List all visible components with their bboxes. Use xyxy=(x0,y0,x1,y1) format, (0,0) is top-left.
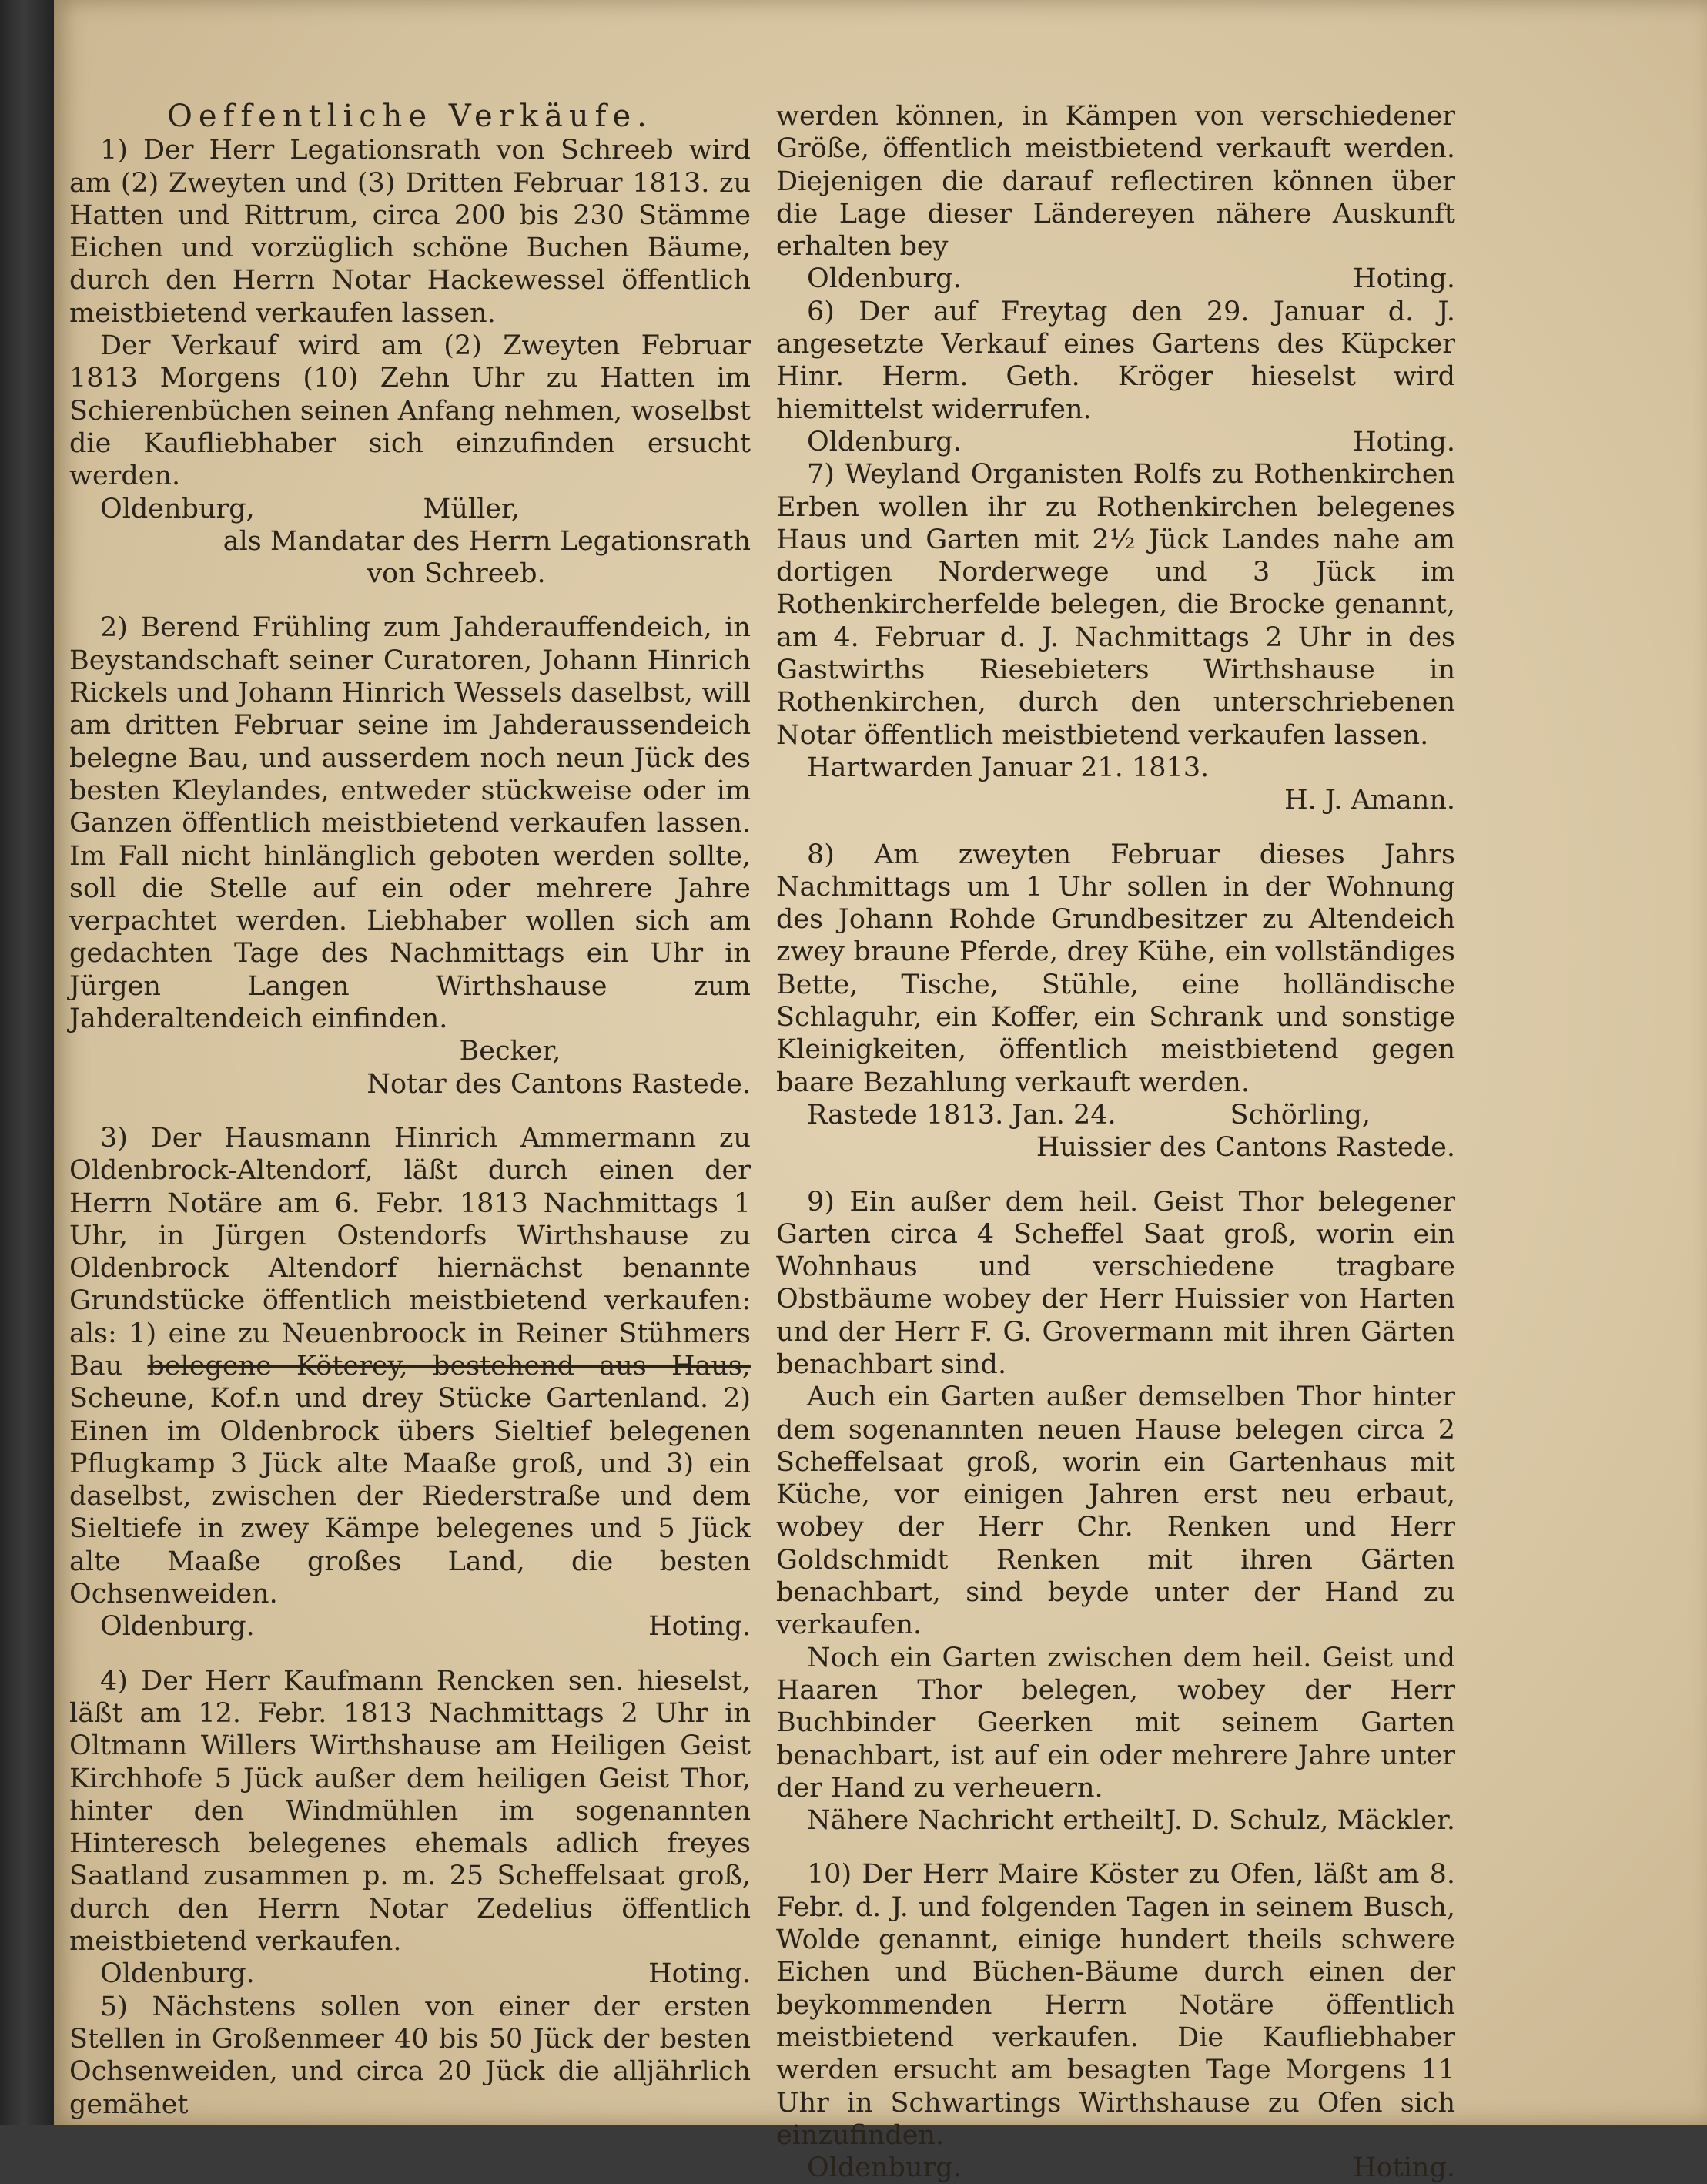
spacer xyxy=(776,817,1455,839)
notice-3-struck-text: belegene Köterey, bestehend aus Haus, xyxy=(147,1350,751,1382)
spacer xyxy=(776,1837,1455,1858)
notice-2 xyxy=(69,611,751,1100)
notice-7 xyxy=(776,458,1455,816)
notice-1 xyxy=(69,134,751,590)
notice-1-role: als Mandatar des Herrn Legationsrath xyxy=(223,525,751,557)
notice-9-text: 9) Ein außer dem heil. Geist Thor belegener Garten circa 4 Scheffel Saat groß, worin ein Wohnhaus und verschiedene tragbare Obstbäume wobey der Herr Huissier von Harten und der Herr F. G. Grovermann mit ihren Gärten benachbart sind. xyxy=(776,1186,1455,1380)
notice-4 xyxy=(69,1665,751,1991)
notice-10-place: Oldenburg. xyxy=(807,2152,962,2184)
notice-6 xyxy=(776,296,1455,458)
notice-3-place: Oldenburg. xyxy=(100,1611,255,1643)
book-binding-edge xyxy=(0,0,60,2125)
notice-2-text: 2) Berend Frühling zum Jahderauffendeich, in Beystandschaft seiner Curatoren, Johann Hinrich Rickels und Johann Hinrich Wessels daselbst, will am dritten Februar seine im Jahderaussendeich belegne Bau, und ausserdem noch neun Jück des besten Kleylandes, entweder stückweise oder im Ganzen öffentlich meistbietend verkaufen lassen. Im Fall nicht hinlänglich geboten werden sollte, soll die Stelle auf ein oder mehrere Jahre verpachtet werden. Liebhaber wollen sich am gedachten Tage des Nachmittags ein Uhr in Jürgen Langen Wirthshause zum Jahderaltendeich einfinden. xyxy=(69,612,751,1035)
notice-8-signer: Schörling, xyxy=(1230,1099,1371,1131)
notice-2-role: Notar des Cantons Rastede. xyxy=(367,1068,751,1100)
notice-6-place: Oldenburg. xyxy=(807,426,962,457)
notice-1-place: Oldenburg, xyxy=(100,493,255,524)
notice-3-text-part-2: Scheune, Kof.n und drey Stücke Gartenland. 2) Einen im Oldenbrock übers Sieltief belegenen Pflugkamp 3 Jück alte Maaße groß, und 3) ein daselbst, zwischen der Riederstraße und dem Sieltiefe in zwey Kämpe belegenes und 5 Jück alte Maaße großes Land, die besten Ochsenweiden. xyxy=(69,1383,751,1610)
notice-3 xyxy=(69,1122,751,1643)
notice-4-signature-row xyxy=(69,1958,751,1990)
notice-6-signer: Hoting. xyxy=(1353,426,1455,457)
notice-8-signature-row xyxy=(776,1099,1455,1131)
notice-10 xyxy=(776,1858,1455,2184)
notice-8-text: 8) Am zweyten Februar dieses Jahrs Nachmittags um 1 Uhr sollen in der Wohnung des Johann Rohde Grundbesitzer zu Altendeich zwey braune Pferde, drey Kühe, ein vollständiges Bette, Tische, Stühle, eine holländische Schlaguhr, ein Koffer, ein Schrank und sonstige Kleinigkeiten, öffentlich meistbietend gegen baare Bezahlung verkauft werden. xyxy=(776,839,1455,1098)
notice-1-signature-row xyxy=(69,493,751,525)
notice-9-signer: J. D. Schulz, Mäckler. xyxy=(1165,1805,1455,1837)
notice-5-signature-row xyxy=(776,263,1455,295)
notice-8-place: Rastede 1813. Jan. 24. xyxy=(807,1099,1116,1131)
notice-7-signer: H. J. Amann. xyxy=(1284,785,1455,816)
spacer xyxy=(69,1643,751,1665)
notice-2-signer: Becker, xyxy=(459,1036,561,1067)
notice-9-text-2: Auch ein Garten außer demselben Thor hinter dem sogenannten neuen Hause belegen circa 2 Scheffelsaat groß, worin ein Gartenhaus mit Küche, vor einigen Jahren erst neu erbaut, wobey der Herr Chr. Renken und Herr Goldschmidt Renken mit ihren Gärten benachbart, sind beyde unter der Hand zu verkaufen. xyxy=(776,1382,1455,1641)
notice-9-text-3: Noch ein Garten zwischen dem heil. Geist und Haaren Thor belegen, wobey der Herr Buchbinder Geerken mit seinem Garten benachbart, ist auf ein oder mehrere Jahre unter der Hand zu verheuern. xyxy=(776,1642,1455,1804)
notice-1-text: 1) Der Herr Legationsrath von Schreeb wird am (2) Zweyten und (3) Dritten Februar 1813. zu Hatten und Rittrum, circa 200 bis 230 Stämme Eichen und vorzüglich schöne Buchen Bäume, durch den Herrn Notar Hackewessel öffentlich meistbietend verkaufen lassen. xyxy=(69,135,751,329)
newspaper-page xyxy=(54,0,1707,2184)
notice-1-text-2: Der Verkauf wird am (2) Zweyten Februar 1813 Morgens (10) Zehn Uhr zu Hatten im Schierenbüchen seinen Anfang nehmen, woselbst die Kaufliebhaber sich einzufinden ersucht werden. xyxy=(69,330,751,492)
notice-10-signature-row xyxy=(776,2152,1455,2184)
notice-4-signer: Hoting. xyxy=(648,1958,751,1990)
notice-9-last-line: Nähere Nachricht ertheilt xyxy=(807,1805,1164,1837)
notice-8-role: Huissier des Cantons Rastede. xyxy=(1036,1132,1455,1164)
notice-9-signature-row xyxy=(776,1804,1455,1837)
notice-8 xyxy=(776,839,1455,1164)
notice-5-signer: Hoting. xyxy=(1353,263,1455,295)
spacer xyxy=(776,1164,1455,1186)
section-heading: Oeffentliche Verkäufe. xyxy=(167,99,653,134)
notice-5-continued xyxy=(776,100,1455,296)
spacer xyxy=(69,590,751,611)
spacer xyxy=(69,1100,751,1122)
notice-5-place: Oldenburg. xyxy=(807,263,962,295)
notice-3-text xyxy=(69,1122,751,1610)
notice-3-signer: Hoting. xyxy=(648,1611,751,1643)
notice-1-role-2: von Schreeb. xyxy=(367,558,546,590)
notice-5-text: 5) Nächstens sollen von einer der ersten Stellen in Großenmeer 40 bis 50 Jück der besten Ochsenweiden, und circa 20 Jück die alljährlich gemähet xyxy=(69,1991,751,2120)
notice-3-text-part: 3) Der Hausmann Hinrich Ammermann zu Oldenbrock-Altendorf, läßt durch einen der Herrn Notäre am 6. Febr. 1813 Nachmittags 1 Uhr, in Jürgen Ostendorfs Wirthshause zu Oldenbrock Altendorf hiernächst benannte Grundstücke öffentlich meistbietend verkaufen: als: 1) eine zu Neuenbroock in Reiner Stühmers Bau xyxy=(69,1122,751,1382)
left-column xyxy=(69,100,751,2121)
notice-5-text-continued: werden können, in Kämpen von verschiedener Größe, öffentlich meistbietend verkauft werden. Diejenigen die darauf reflectiren können über die Lage dieser Ländereyen nähere Auskunft erhalten bey xyxy=(776,101,1455,263)
notice-4-place: Oldenburg. xyxy=(100,1958,255,1990)
notice-3-signature-row xyxy=(69,1610,751,1643)
notice-7-place: Hartwarden Januar 21. 1813. xyxy=(807,752,1210,783)
notice-10-signer: Hoting. xyxy=(1353,2152,1455,2184)
notice-9 xyxy=(776,1186,1455,1837)
right-column xyxy=(776,100,1455,2184)
notice-4-text: 4) Der Herr Kaufmann Rencken sen. hieselst, läßt am 12. Febr. 1813 Nachmittags 2 Uhr in Oltmann Willers Wirthshause am Heiligen Geist Kirchhofe 5 Jück außer dem heiligen Geist Thor, hinter den Windmühlen im sogenannten Hinteresch belegenes ehemals adlich freyes Saatland zusammen p. m. 25 Scheffelsaat groß, durch den Herrn Notar Zedelius öffentlich meistbietend verkaufen. xyxy=(69,1665,751,1958)
notice-6-signature-row xyxy=(776,426,1455,458)
notice-7-text: 7) Weyland Organisten Rolfs zu Rothenkirchen Erben wollen ihr zu Rothenkirchen belegenes Haus und Garten mit 2½ Jück Landes nahe am dortigen Norderwege und 3 Jück im Rothenkircherfelde belegen, die Brocke genannt, am 4. Februar d. J. Nachmittags 2 Uhr in des Gastwirths Riesebieters Wirthshause in Rothenkirchen, durch den unterschriebenen Notar öffentlich meistbietend verkaufen lassen. xyxy=(776,459,1455,751)
notice-6-text: 6) Der auf Freytag den 29. Januar d. J. angesetzte Verkauf eines Gartens des Küpcker Hinr. Herm. Geth. Kröger hieselst wird hiemittelst widerrufen. xyxy=(776,296,1455,425)
notice-1-signer: Müller, xyxy=(423,493,520,524)
notice-10-text: 10) Der Herr Maire Köster zu Ofen, läßt am 8. Febr. d. J. und folgenden Tagen in seinem Busch, Wolde genannt, einige hundert theils schwere Eichen und Büchen-Bäume durch einen der beykommenden Herrn Notäre öffentlich meistbietend verkaufen. Die Kaufliebhaber werden ersucht am besagten Tage Morgens 11 Uhr in Schwartings Wirthshause zu Ofen sich einzufinden. xyxy=(776,1859,1455,2151)
notice-5 xyxy=(69,1991,751,2121)
